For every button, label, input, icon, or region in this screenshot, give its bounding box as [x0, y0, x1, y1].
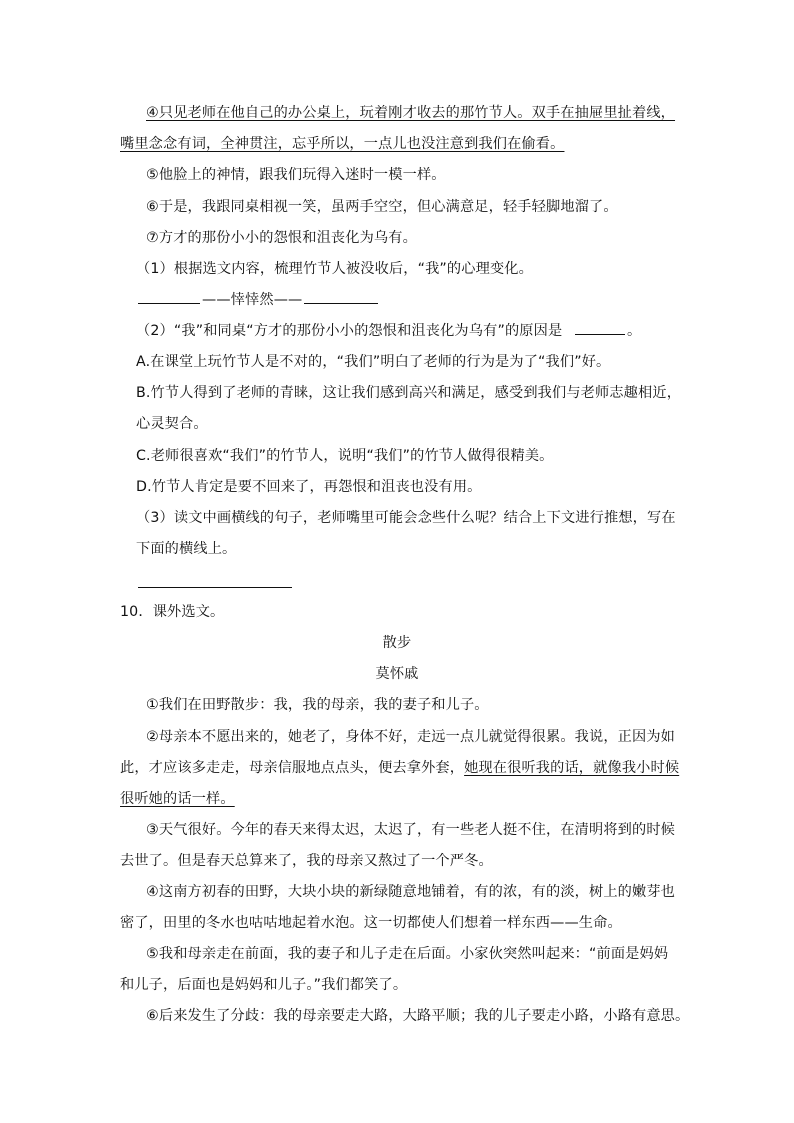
- paragraph-4-line-2: 嘴里念念有词，全神贯注，忘乎所以，一点儿也没注意到我们在偷看。: [120, 136, 565, 152]
- option-d: D.竹节人肯定是要不回来了，再怨恨和沮丧也没有用。: [136, 479, 482, 495]
- article-paragraph-2-line-2: [120, 758, 679, 778]
- paragraph-4-line-1: ④只见老师在他自己的办公桌上，玩着刚才收去的那竹节人。双手在抽屉里扯着线，: [146, 105, 676, 121]
- answer-blank-1[interactable]: [138, 291, 200, 304]
- option-c: C.老师很喜欢“我们”的竹节人，说明“我们”的竹节人做得很精美。: [136, 448, 554, 464]
- paragraph-7: ⑦方才的那份小小的怨恨和沮丧化为乌有。: [146, 230, 417, 246]
- question-2-prompt-row: [136, 321, 641, 341]
- question-2-end: 。: [626, 323, 642, 339]
- answer-blank-2[interactable]: [304, 291, 378, 304]
- emotion-middle: ——悻悻然——: [202, 292, 303, 308]
- article-paragraph-4-line-2: 密了，田里的冬水也咕咕地起着水泡。这一切都使人们想着一样东西——生命。: [120, 915, 622, 931]
- article-paragraph-5-line-2: 和儿子，后面也是妈妈和儿子。”我们都笑了。: [120, 977, 408, 993]
- question-3-line-1: （3）读文中画横线的句子，老师嘴里可能会念些什么呢？结合上下文进行推想，写在: [136, 510, 676, 526]
- paragraph-6: ⑥于是，我跟同桌相视一笑，虽两手空空，但心满意足，轻手轻脚地溜了。: [146, 199, 618, 215]
- article-author: 莫怀戚: [375, 666, 419, 682]
- article-paragraph-1: ①我们在田野散步：我，我的母亲，我的妻子和儿子。: [146, 697, 489, 713]
- question-1-answer-row: [136, 290, 380, 310]
- option-b-line-2: 心灵契合。: [136, 416, 208, 432]
- article-paragraph-5-line-1: ⑤我和母亲走在前面，我的妻子和儿子走在后面。小家伙突然叫起来：“前面是妈妈: [146, 946, 669, 962]
- question-2-prompt: （2）“我”和同桌“方才的那份小小的怨恨和沮丧化为乌有”的原因是: [136, 323, 563, 339]
- question-1-prompt: （1）根据选文内容，梳理竹节人被没收后，“我”的心理变化。: [136, 261, 533, 277]
- option-b-line-1: B.竹节人得到了老师的青睐，这让我们感到高兴和满足，感受到我们与老师志趣相近，: [136, 385, 682, 401]
- article-paragraph-3-line-2: 去世了。但是春天总算来了，我的母亲又熬过了一个严冬。: [120, 853, 493, 869]
- underlined-sentence-part-2: 很听她的话一样。: [120, 791, 235, 807]
- article-paragraph-3-line-1: ③天气很好。今年的春天来得太迟，太迟了，有一些老人挺不住，在清明将到的时候: [146, 822, 676, 838]
- answer-blank-3[interactable]: [575, 322, 625, 335]
- paragraph-5: ⑤他脸上的神情，跟我们玩得入迷时一模一样。: [146, 167, 446, 183]
- question-10-heading: 10．课外选文。: [120, 604, 225, 620]
- article-paragraph-2-line-1: ②母亲本不愿出来的，她老了，身体不好，走远一点儿就觉得很累。我说，正因为如: [146, 729, 676, 745]
- article-title: 散步: [382, 635, 412, 651]
- article-paragraph-2-line-2-plain: 此，才应该多走走，母亲信服地点点头，便去拿外套，: [120, 760, 465, 776]
- article-paragraph-4-line-1: ④这南方初春的田野，大块小块的新绿随意地铺着，有的浓，有的淡，树上的嫩芽也: [146, 884, 676, 900]
- answer-line-3[interactable]: [138, 587, 292, 588]
- option-a: A.在课堂上玩竹节人是不对的，“我们”明白了老师的行为是为了“我们”好。: [136, 354, 611, 370]
- article-paragraph-6-line-1: ⑥后来发生了分歧：我的母亲要走大路，大路平顺；我的儿子要走小路，小路有意思。: [146, 1008, 690, 1024]
- question-3-line-2: 下面的横线上。: [136, 541, 237, 557]
- underlined-sentence-part-1: 她现在很听我的话，就像我小时候: [464, 760, 680, 776]
